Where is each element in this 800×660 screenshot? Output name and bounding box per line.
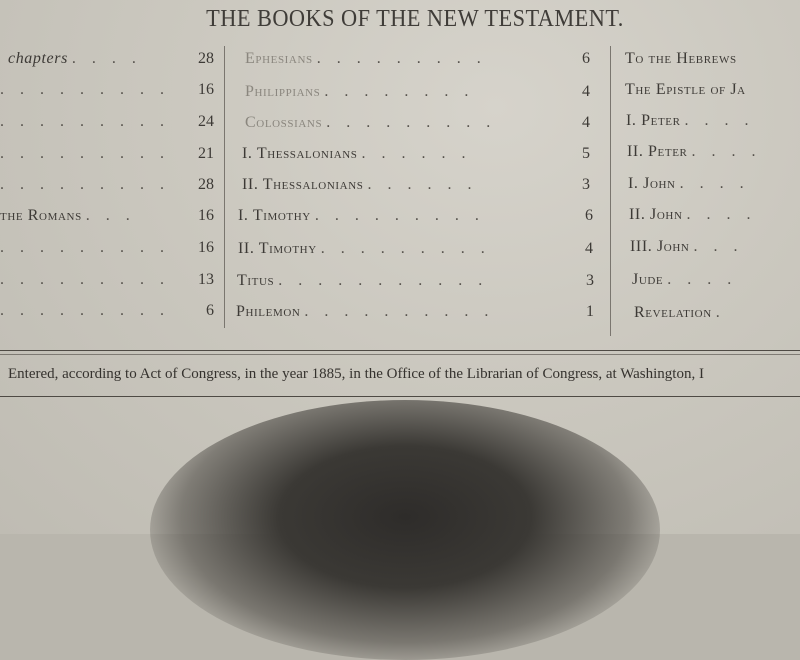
list-item: . . . . . . . . . 21 <box>0 145 214 162</box>
list-item: I. Timothy . . . . . . . . . 6 <box>238 207 593 224</box>
divider <box>0 354 800 355</box>
list-item: . . . . . . . . . 24 <box>0 113 214 130</box>
list-item: II. John . . . . <box>629 206 757 223</box>
list-item: . . . . . . . . . 16 <box>0 239 214 256</box>
list-item: II. Thessalonians . . . . . . 3 <box>242 176 590 193</box>
list-item: . . . . . . . . . 6 <box>0 302 214 319</box>
list-item: Ephesians . . . . . . . . . 6 <box>245 50 590 67</box>
list-item: II. Timothy . . . . . . . . . 4 <box>238 240 593 257</box>
column-divider <box>610 46 611 336</box>
list-item: I. Peter . . . . <box>626 112 755 129</box>
copyright-notice: Entered, according to Act of Congress, in the year 1885, in the Office of the Librarian of Congress, at Washington, I <box>8 366 704 382</box>
column-divider <box>224 46 225 328</box>
list-item: I. Thessalonians . . . . . . 5 <box>242 145 590 162</box>
list-item: III. John . . . <box>630 238 744 255</box>
list-item: the Romans . . . 16 <box>0 207 214 224</box>
list-item: chapters . . . . 28 <box>8 50 214 67</box>
list-item: . . . . . . . . . 28 <box>0 176 214 193</box>
list-item: Philemon . . . . . . . . . . 1 <box>236 303 594 320</box>
list-item: Revelation . <box>634 304 726 321</box>
shadow <box>150 400 660 660</box>
list-item: . . . . . . . . . 16 <box>0 81 214 98</box>
list-item: The Epistle of Ja <box>625 81 746 98</box>
page-title: THE BOOKS OF THE NEW TESTAMENT. <box>206 6 624 32</box>
list-item: Jude . . . . <box>632 271 738 288</box>
list-item: I. John . . . . <box>628 175 750 192</box>
list-item: . . . . . . . . . 13 <box>0 271 214 288</box>
list-item: II. Peter . . . . <box>627 143 762 160</box>
list-item: Titus . . . . . . . . . . . 3 <box>237 272 594 289</box>
divider <box>0 396 800 397</box>
list-item: Philippians . . . . . . . . 4 <box>245 83 590 100</box>
divider <box>0 350 800 351</box>
list-item: Colossians . . . . . . . . . 4 <box>245 114 590 131</box>
list-item: To the Hebrews <box>625 50 737 67</box>
